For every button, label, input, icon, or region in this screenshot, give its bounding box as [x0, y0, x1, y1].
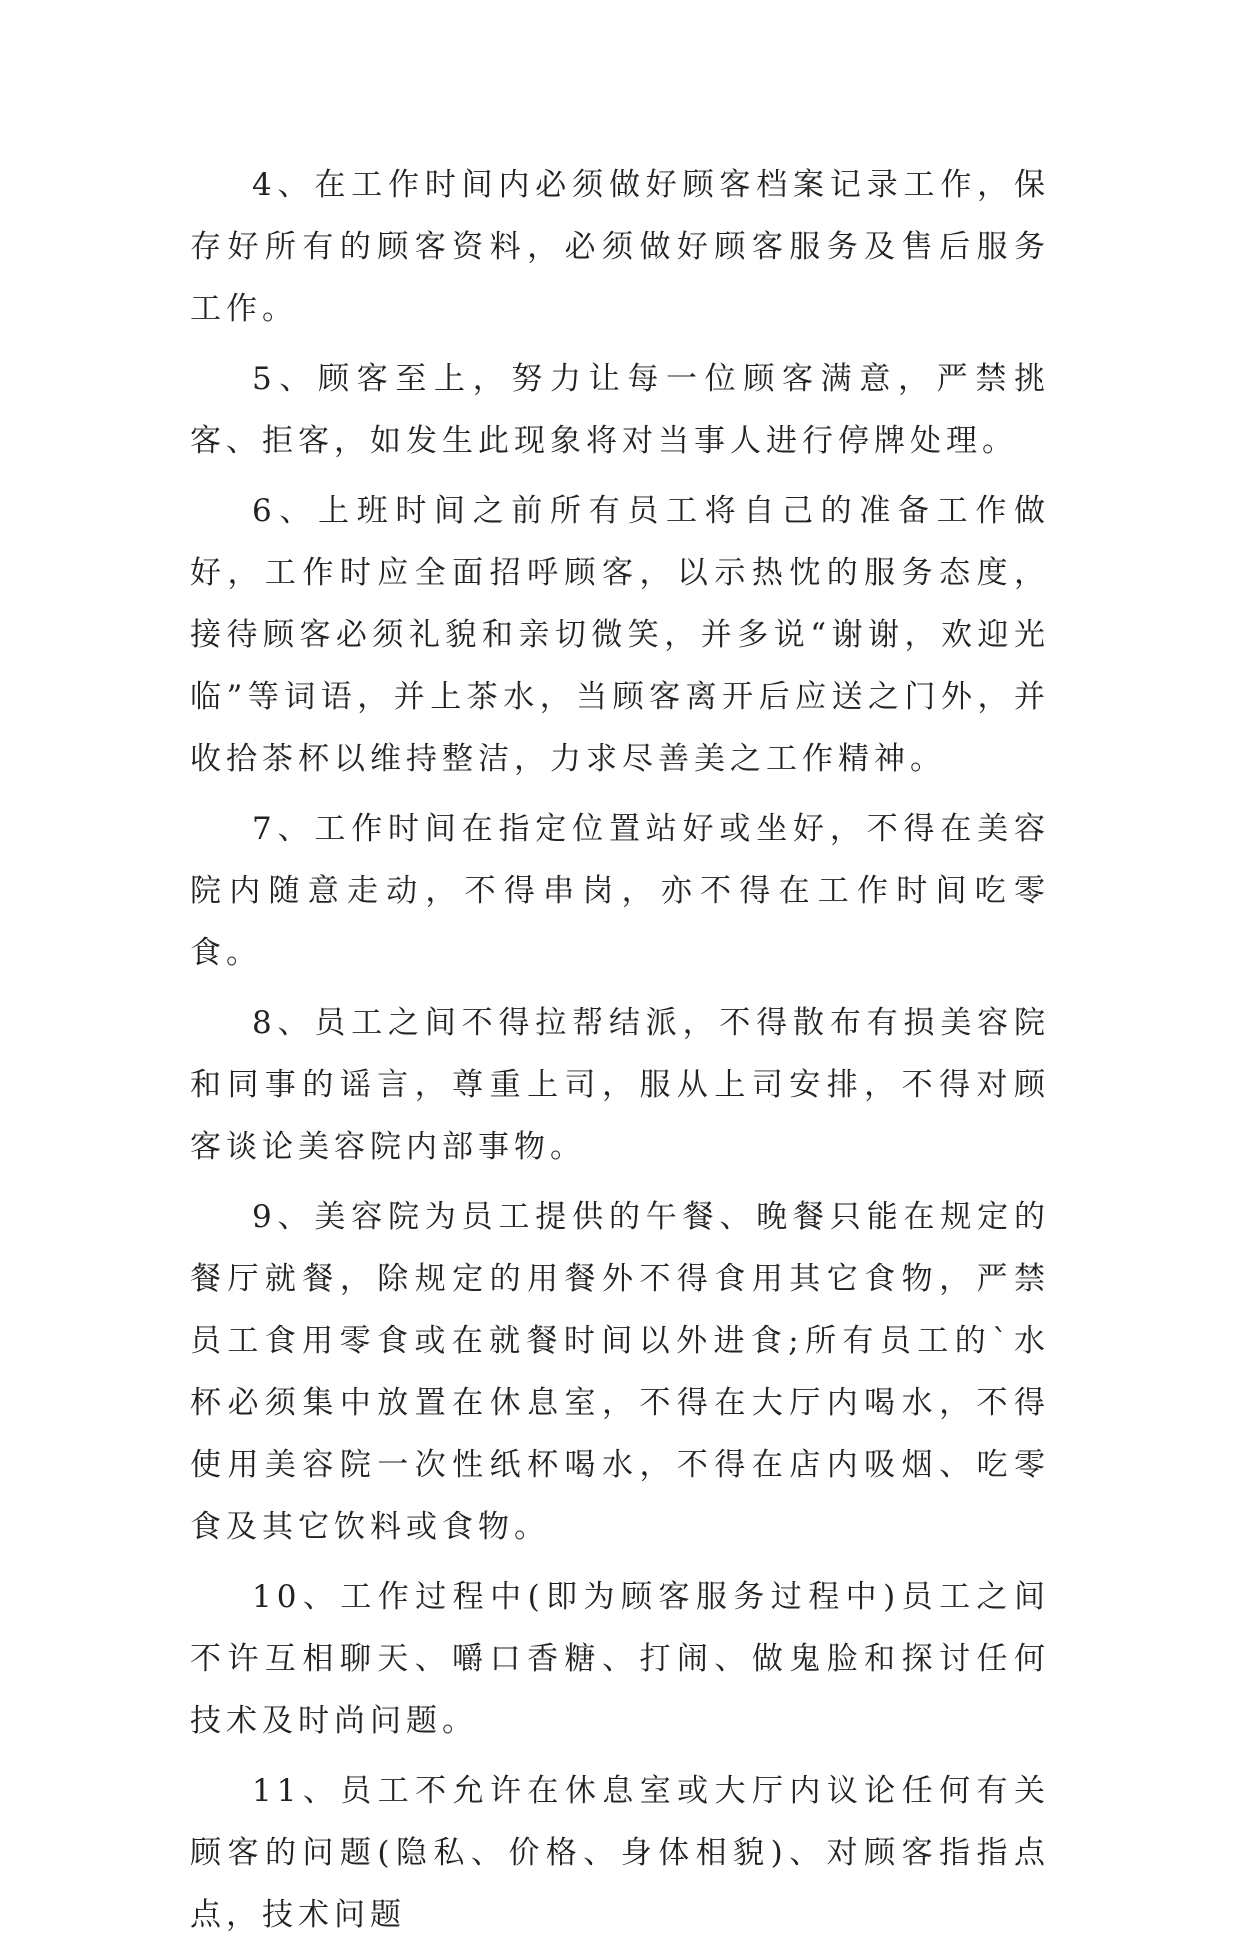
paragraph-item-9: 9、美容院为员工提供的午餐、晚餐只能在规定的餐厅就餐，除规定的用餐外不得食用其它食物，严禁员工食用零食或在就餐时间以外进食;所有员工的`水杯必须集中放置在休息室，不得在大厅内喝水，不得使用美容院一次性纸杯喝水，不得在店内吸烟、吃零食及其它饮料或食物。 — [190, 1199, 1050, 1545]
document-body — [190, 154, 1050, 1946]
paragraph-item-5: 5、顾客至上，努力让每一位顾客满意，严禁挑客、拒客，如发生此现象将对当事人进行停牌处理。 — [190, 361, 1050, 459]
paragraph-item-7: 7、工作时间在指定位置站好或坐好，不得在美容院内随意走动，不得串岗，亦不得在工作时间吃零食。 — [190, 811, 1050, 971]
paragraph-item-6: 6、上班时间之前所有员工将自己的准备工作做好，工作时应全面招呼顾客，以示热忱的服务态度，接待顾客必须礼貌和亲切微笑，并多说“谢谢，欢迎光临”等词语，并上茶水，当顾客离开后应送之门外，并收拾茶杯以维持整洁，力求尽善美之工作精神。 — [190, 493, 1050, 777]
paragraph-item-8: 8、员工之间不得拉帮结派，不得散布有损美容院和同事的谣言，尊重上司，服从上司安排，不得对顾客谈论美容院内部事物。 — [190, 1005, 1050, 1165]
paragraph-item-11: 11、员工不允许在休息室或大厅内议论任何有关顾客的问题(隐私、价格、身体相貌)、对顾客指指点点，技术问题 — [190, 1773, 1050, 1933]
paragraph-item-10: 10、工作过程中(即为顾客服务过程中)员工之间不许互相聊天、嚼口香糖、打闹、做鬼脸和探讨任何技术及时尚问题。 — [190, 1579, 1050, 1739]
paragraph-item-4: 4、在工作时间内必须做好顾客档案记录工作，保存好所有的顾客资料，必须做好顾客服务及售后服务工作。 — [190, 167, 1050, 327]
